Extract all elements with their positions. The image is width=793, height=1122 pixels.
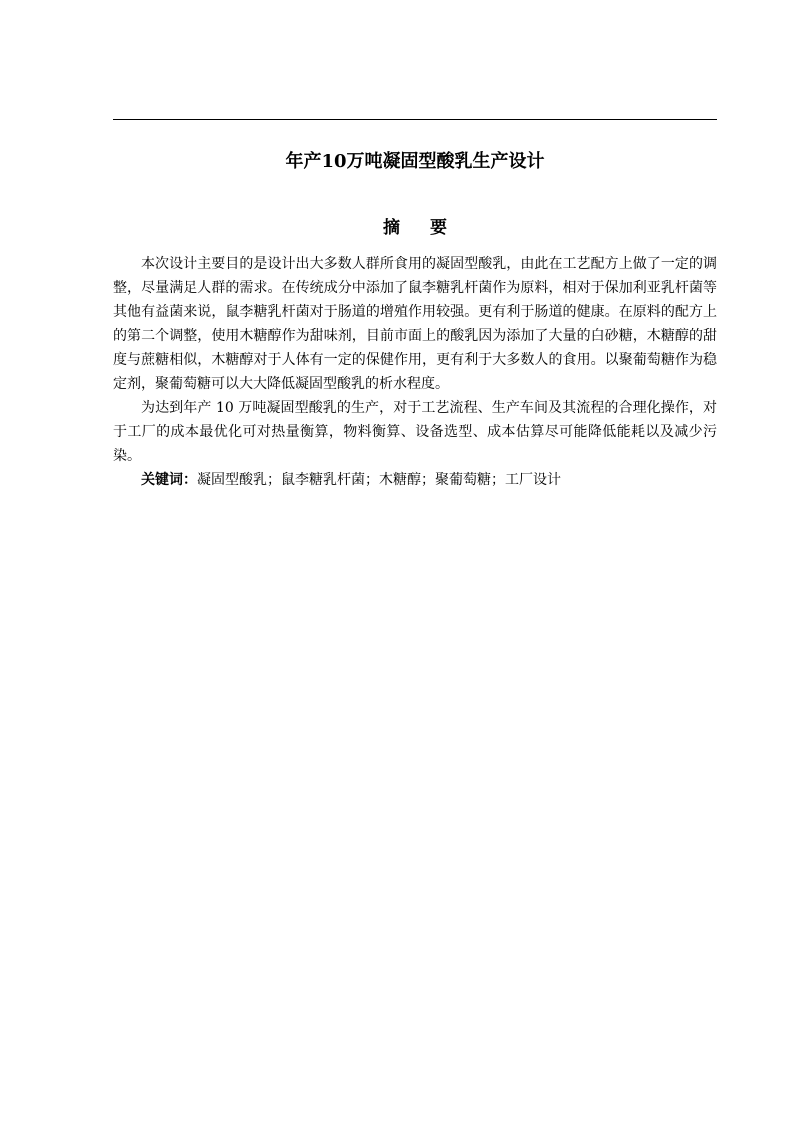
abstract-paragraph-2: 为达到年产 10 万吨凝固型酸乳的生产，对于工艺流程、生产车间及其流程的合理化操作，对于工厂的成本最优化可对热量衡算，物料衡算、设备选型、成本估算尽可能降低能耗以及减少污染。 xyxy=(113,400,717,464)
abstract-heading: 摘 要 xyxy=(383,218,459,238)
abstract-paragraph-1: 本次设计主要目的是设计出大多数人群所食用的凝固型酸乳，由此在工艺配方上做了一定的调整，尽量满足人群的需求。在传统成分中添加了鼠李糖乳杆菌作为原料，相对于保加利亚乳杆菌等其他有益菌来说，鼠李糖乳杆菌对于肠道的增殖作用较强。更有利于肠道的健康。在原料的配方上的第二个调整，使用木糖醇作为甜味剂，目前市面上的酸乳因为添加了大量的白砂糖，木糖醇的甜度与蔗糖相似，木糖醇对于人体有一定的保健作用，更有利于大多数人的食用。以聚葡萄糖作为稳定剂，聚葡萄糖可以大大降低凝固型酸乳的析水程度。 xyxy=(113,256,717,392)
keywords-label: 关键词： xyxy=(141,472,197,488)
keywords-text: 凝固型酸乳；鼠李糖乳杆菌；木糖醇；聚葡萄糖；工厂设计 xyxy=(197,472,561,488)
header-rule xyxy=(113,119,717,120)
abstract-body xyxy=(113,252,717,492)
keywords-line xyxy=(113,468,717,492)
document-title: 年产10万吨凝固型酸乳生产设计 xyxy=(285,151,545,172)
